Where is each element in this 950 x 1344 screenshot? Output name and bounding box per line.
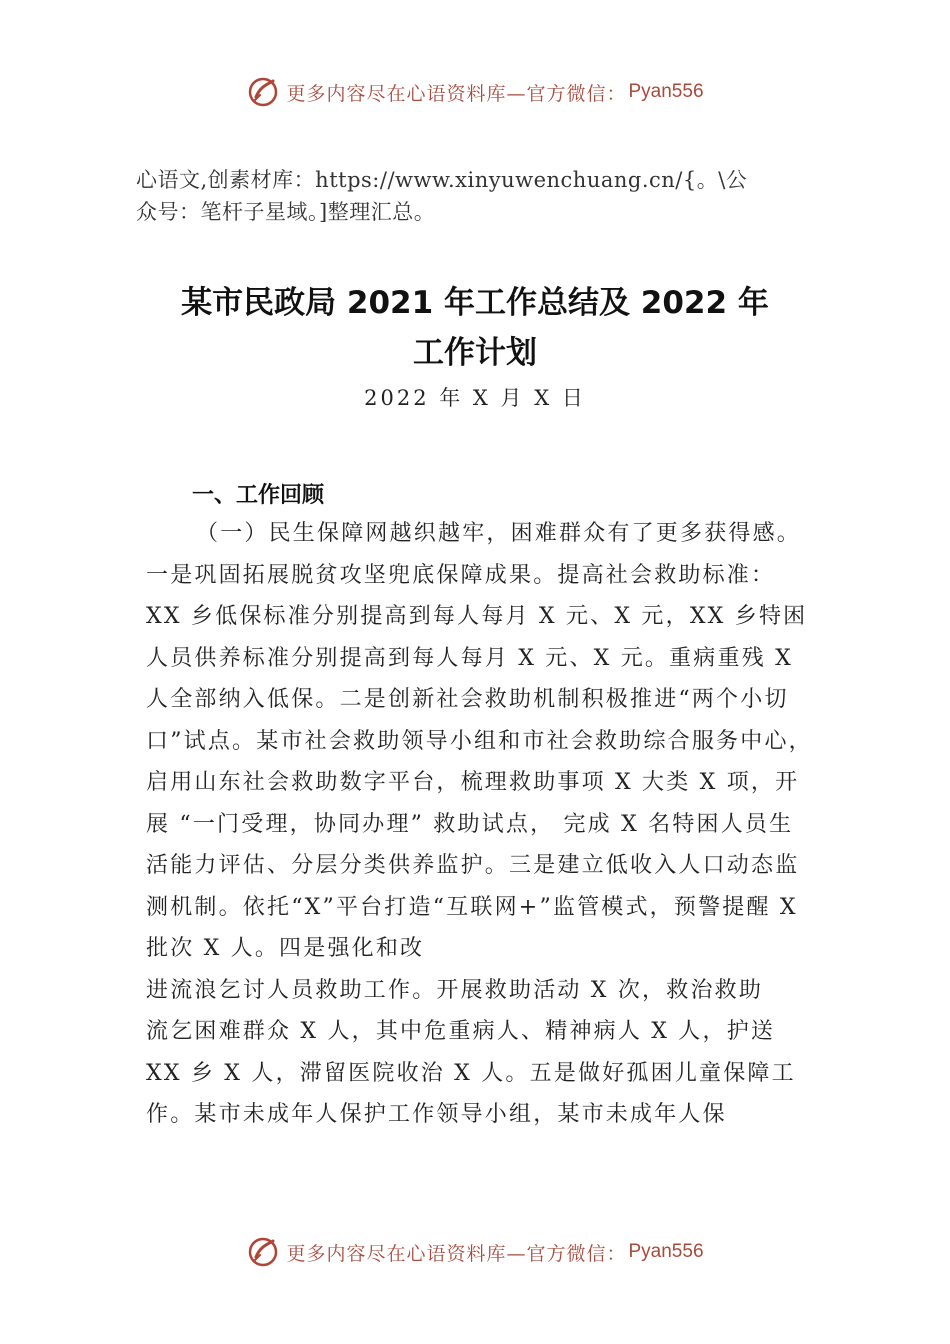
paragraph-line: 一是巩固拓展脱贫攻坚兜底保障成果。提高社会救助标准： bbox=[146, 562, 776, 588]
paragraph-line: 展 “一门受理，协同办理” 救助试点， 完成 X 名特困人员生 bbox=[146, 811, 794, 837]
watermark-text: 更多内容尽在心语资料库—官方微信： bbox=[286, 82, 627, 105]
watermark-handle: Pyan556 bbox=[628, 81, 704, 102]
paragraph-line: 批次 X 人。四是强化和改 bbox=[146, 936, 425, 961]
title-line: 某市民政局 2021 年工作总结及 2022 年 bbox=[181, 285, 769, 321]
document-date: 2022 年 X 月 X 日 bbox=[364, 386, 586, 410]
paragraph-line: XX 乡低保标准分别提高到每人每月 X 元、X 元，XX 乡特困 bbox=[146, 604, 808, 629]
paragraph-line: 测机制。依托“X”平台打造“互联网+”监管模式，预警提醒 X bbox=[146, 894, 798, 920]
watermark-handle: Pyan556 bbox=[628, 1241, 704, 1262]
title-line: 工作计划 bbox=[413, 335, 537, 371]
intro-line: 众号：笔杆子星域。]整理汇总。 bbox=[136, 200, 436, 224]
paragraph-line: 作。某市未成年人保护工作领导小组，某市未成年人保 bbox=[146, 1102, 727, 1127]
body-paragraph bbox=[146, 513, 836, 1136]
paragraph-line: 启用山东社会救助数字平台，梳理救助事项 X 大类 X 项，开 bbox=[146, 770, 800, 795]
paragraph-line: （一）民生保障网越织越牢，困难群众有了更多获得感。 bbox=[196, 521, 802, 546]
paragraph-line: 人全部纳入低保。二是创新社会救助机制积极推进“两个小切 bbox=[146, 687, 789, 712]
watermark-text: 更多内容尽在心语资料库—官方微信： bbox=[286, 1242, 627, 1265]
paragraph-line: 口”试点。某市社会救助领导小组和市社会救助综合服务中心， bbox=[146, 728, 813, 754]
intro-note bbox=[136, 164, 836, 228]
watermark-logo-icon bbox=[246, 1235, 280, 1269]
intro-line: 心语文,创素材库：https://www.xinyuwenchuang.cn/{。\公 bbox=[136, 168, 748, 192]
document-title bbox=[0, 278, 950, 378]
paragraph-line: 流乞困难群众 X 人，其中危重病人、精神病人 X 人，护送 bbox=[146, 1019, 776, 1044]
footer-watermark bbox=[0, 1232, 950, 1272]
watermark-logo-icon bbox=[246, 75, 280, 109]
paragraph-line: 人员供养标准分别提高到每人每月 X 元、X 元。重病重残 X bbox=[146, 645, 793, 671]
paragraph-line: XX 乡 X 人，滞留医院收治 X 人。五是做好孤困儿童保障工 bbox=[146, 1060, 796, 1086]
paragraph-line: 活能力评估、分层分类供养监护。三是建立低收入人口动态监 bbox=[146, 853, 800, 878]
paragraph-line: 进流浪乞讨人员救助工作。开展救助活动 X 次，救治救助 bbox=[146, 977, 764, 1003]
header-watermark bbox=[0, 72, 950, 112]
section-heading: 一、工作回顾 bbox=[192, 483, 325, 508]
